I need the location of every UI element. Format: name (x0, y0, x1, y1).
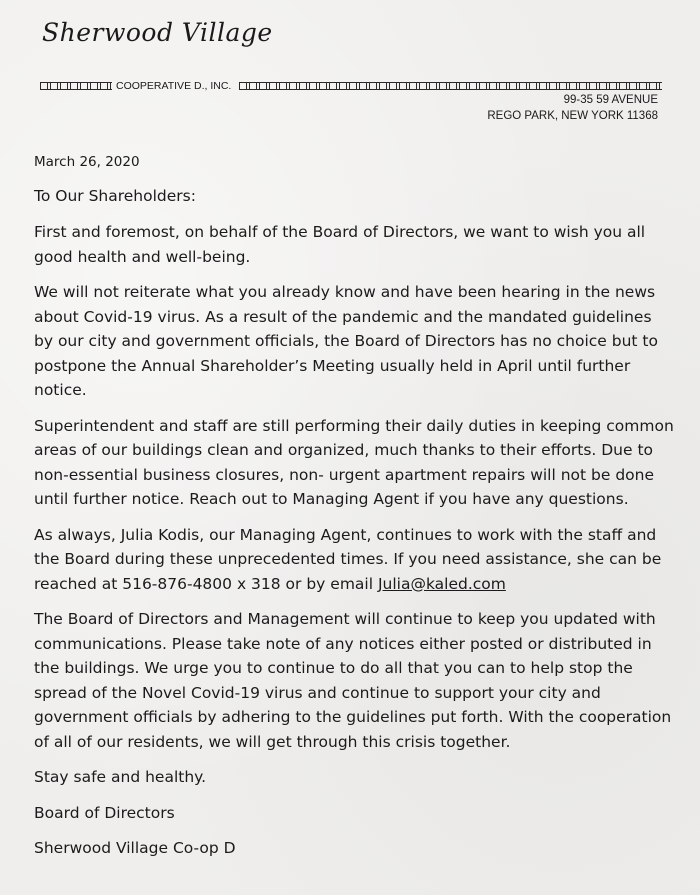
paragraph-meeting-postponed: We will not reiterate what you already know and have been hearing in the news about Covid-19 virus. As a result of the pandemic and the mandated guidelines by our city and government officials, the Board of Directors has no choice but to postpone the Annual Shareholder’s Meeting usually held in April until further notice. (34, 283, 658, 399)
paragraph-managing-agent (34, 523, 674, 597)
paragraph-staff-duties: Superintendent and staff are still performing their daily duties in keeping common areas of our buildings clean and organized, much thanks to their efforts. Due to non-essential business closures, non- urgent apartment repairs will not be done until further notice. Reach out to Managing Agent if you have any questions. (34, 416, 674, 508)
salutation: To Our Shareholders: (34, 186, 196, 205)
signature-coop: Sherwood Village Co-op D (34, 839, 236, 857)
letter-body (34, 150, 674, 872)
signature-board: Board of Directors (34, 803, 175, 822)
email-link[interactable]: Julia@kaled.com (377, 574, 506, 593)
company-name: COOPERATIVE D., INC. (116, 80, 232, 92)
closing-stay-safe: Stay safe and healthy. (34, 768, 207, 786)
paragraph-greeting: First and foremost, on behalf of the Board of Directors, we want to wish you all good health and well-being. (34, 223, 646, 266)
sherwood-village-logo: Sherwood Village (42, 18, 273, 47)
letterhead-address (487, 92, 658, 124)
letter-date: March 26, 2020 (34, 154, 140, 170)
company-line (40, 79, 662, 93)
managing-agent-text: As always, Julia Kodis, our Managing Agent, continues to work with the staff and the Board during these unprecedented times. If you need assistance, she can be reached at 516-876-4800 x 318 or by email (34, 525, 662, 593)
paragraph-updates: The Board of Directors and Management will continue to keep you updated with communications. Please take note of any notices either posted or distributed in the buildings. We urge you to continue to do all that you can to help stop the spread of the Novel Covid-19 virus and continue to support your city and government officials by adhering to the guidelines put forth. With the cooperation of all of our residents, we will get through this crisis together. (34, 610, 672, 751)
address-city: REGO PARK, NEW YORK 11368 (487, 110, 658, 122)
address-street: 99-35 59 AVENUE (563, 94, 658, 106)
decorative-boxes-right (239, 82, 662, 90)
decorative-boxes-left (40, 82, 112, 90)
